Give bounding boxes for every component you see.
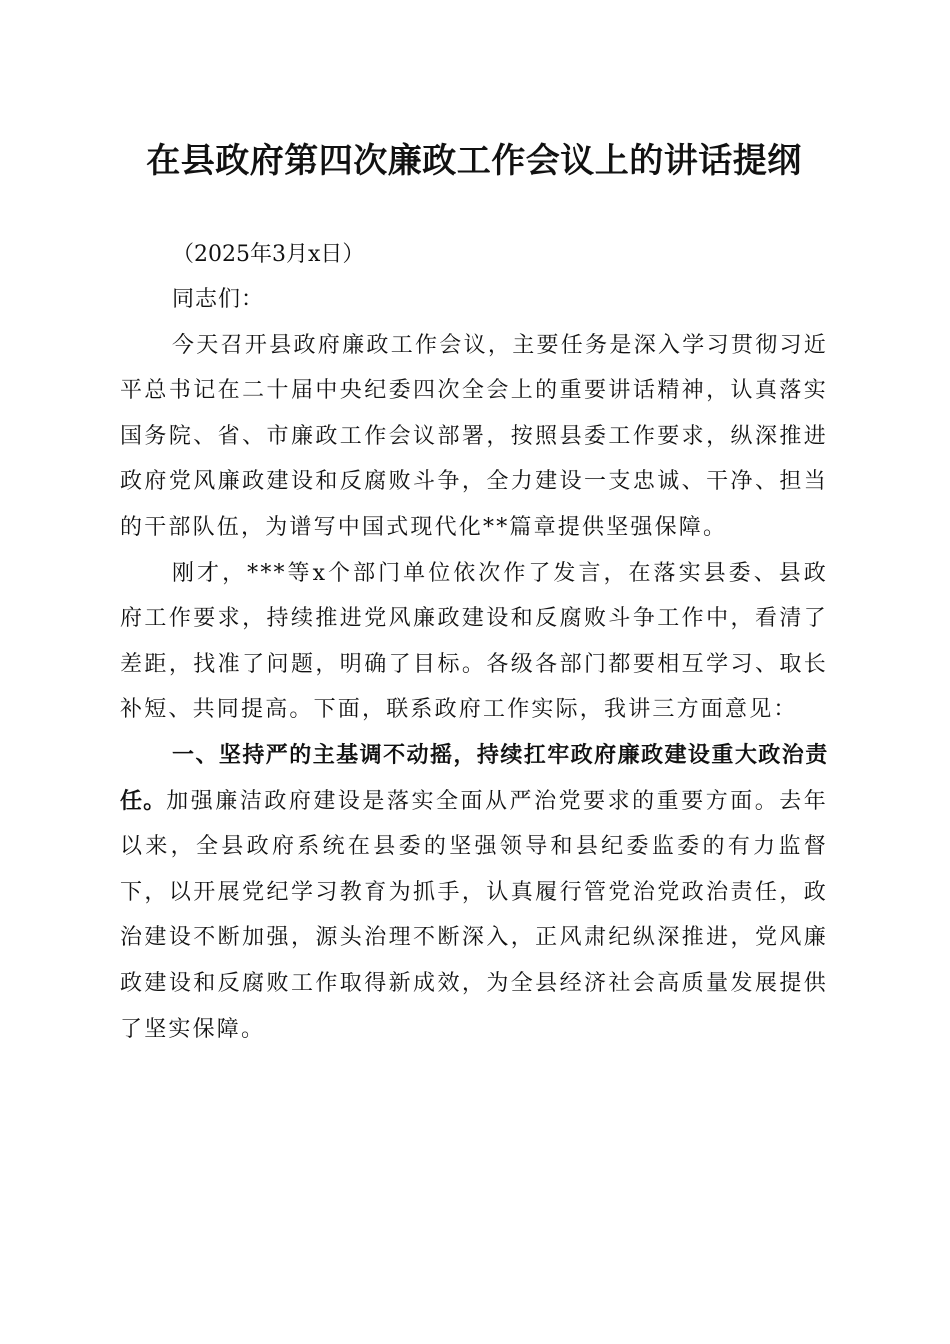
document-page (120, 0, 828, 1052)
section-one-body: 加强廉洁政府建设是落实全面从严治党要求的重要方面。去年以来，全县政府系统在县委的坚强领导和县纪委监委的有力监督下，以开展党纪学习教育为抓手，认真履行管党治党政治责任，政治建设不断加强，源头治理不断深入，正风肃纪纵深推进，党风廉政建设和反腐败工作取得新成效，为全县经济社会高质量发展提供了坚实保障。 (120, 788, 828, 1042)
paragraph-summary: 刚才，***等x个部门单位依次作了发言，在落实县委、县政府工作要求，持续推进党风廉政建设和反腐败斗争工作中，看清了差距，找准了问题，明确了目标。各级各部门都要相互学习、取长补短、共同提高。下面，联系政府工作实际，我讲三方面意见： (120, 560, 828, 723)
salutation: 同志们： (172, 287, 265, 312)
section-one-paragraph (120, 733, 828, 1052)
document-date: （2025年3月x日） (172, 242, 365, 267)
paragraph-intro: 今天召开县政府廉政工作会议，主要任务是深入学习贯彻习近平总书记在二十届中央纪委四次全会上的重要讲话精神，认真落实国务院、省、市廉政工作会议部署，按照县委工作要求，纵深推进政府党风廉政建设和反腐败斗争，全力建设一支忠诚、干净、担当的干部队伍，为谱写中国式现代化**篇章提供坚强保障。 (120, 332, 828, 540)
document-title: 在县政府第四次廉政工作会议上的讲话提纲 (146, 141, 802, 181)
section-one-heading: 一、坚持严的主基调不动摇，持续扛牢政府廉政建设重大政治责任。 (120, 742, 828, 814)
